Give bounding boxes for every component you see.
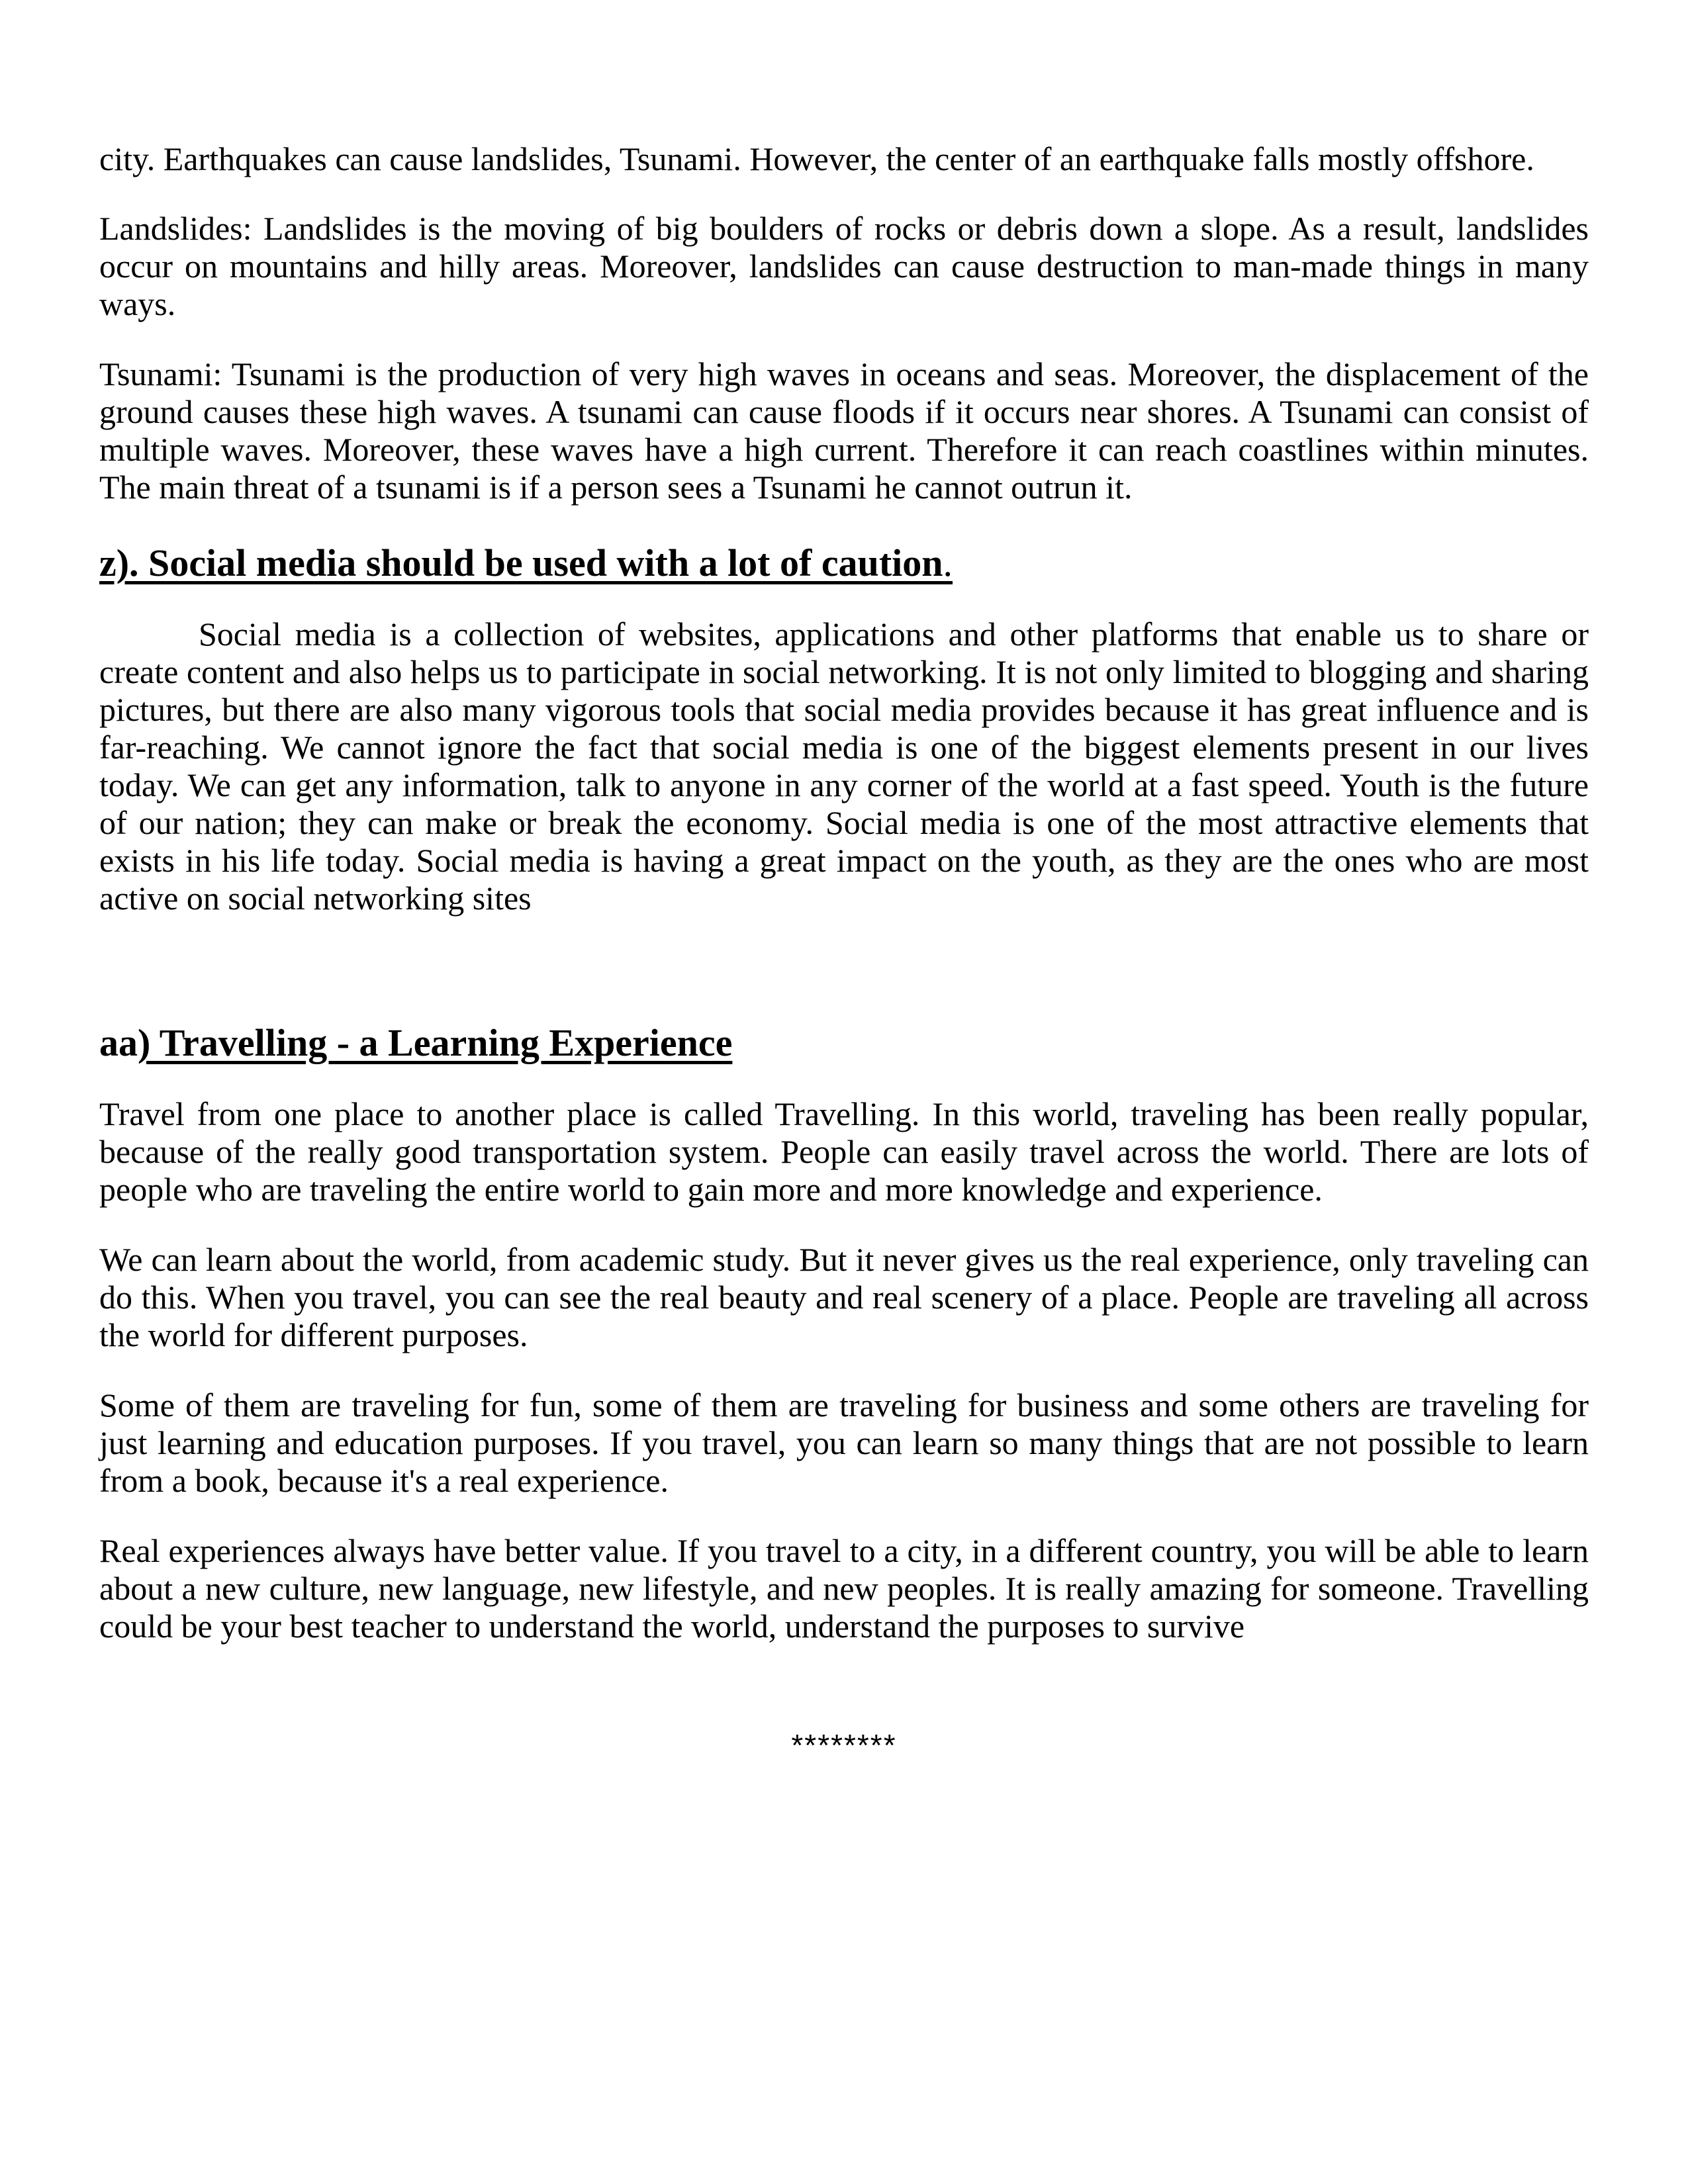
landslides-paragraph: Landslides: Landslides is the moving of big boulders of rocks or debris down a slope. As a result, landslides occur on mountains and hilly areas. Moreover, landslides can cause destruction to man-made things in many ways. (99, 210, 1589, 322)
section-aa-heading-title: ) Travelling - a Learning Experience (138, 1021, 733, 1064)
continuation-paragraph: city. Earthquakes can cause landslides, Tsunami. However, the center of an earthquake falls mostly offshore. (99, 140, 1534, 177)
section-z-heading (99, 541, 953, 585)
end-of-section-marker: ******** (791, 1728, 897, 1762)
travel-paragraph-1: Travel from one place to another place is called Travelling. In this world, traveling has been really popular, because of the really good transportation system. People can easily travel across the world. There are lots of people who are traveling the entire world to gain more and more knowledge and experience. (99, 1095, 1589, 1208)
travel-paragraph-2: We can learn about the world, from academic study. But it never gives us the real experience, only traveling can do this. When you travel, you can see the real beauty and real scenery of a place. People are traveling all across the world for different purposes. (99, 1241, 1589, 1353)
social-media-paragraph: Social media is a collection of websites, applications and other platforms that enable us to share or create content and also helps us to participate in social networking. It is not only limited to blogging and sharing pictures, but there are also many vigorous tools that social media provides because it has great influence and is far-reaching. We cannot ignore the fact that social media is one of the biggest elements present in our lives today. We can get any information, talk to anyone in any corner of the world at a fast speed. Youth is the future of our nation; they can make or break the economy. Social media is one of the most attractive elements that exists in his life today. Social media is having a great impact on the youth, as they are the ones who are most active on social networking sites (99, 615, 1589, 917)
tsunami-paragraph: Tsunami: Tsunami is the production of very high waves in oceans and seas. Moreover, the displacement of the ground causes these high waves. A tsunami can cause floods if it occurs near shores. A Tsunami can consist of multiple waves. Moreover, these waves have a high current. Therefore it can reach coastlines within minutes. The main threat of a tsunami is if a person sees a Tsunami he cannot outrun it. (99, 355, 1589, 506)
section-z-heading-period: . (943, 541, 953, 584)
travel-paragraph-4: Real experiences always have better value. If you travel to a city, in a different country, you will be able to learn about a new culture, new language, new lifestyle, and new peoples. It is really amazing for someone. Travelling could be your best teacher to understand the world, understand the purposes to survive (99, 1532, 1589, 1645)
section-aa-heading (99, 1021, 732, 1065)
travel-paragraph-3: Some of them are traveling for fun, some of them are traveling for business and some others are traveling for just learning and education purposes. If you travel, you can learn so many things that are not possible to learn from a book, because it's a real experience. (99, 1387, 1589, 1499)
section-z-heading-text: z). Social media should be used with a lot of caution (99, 541, 943, 584)
section-aa-heading-prefix: aa (99, 1021, 138, 1064)
